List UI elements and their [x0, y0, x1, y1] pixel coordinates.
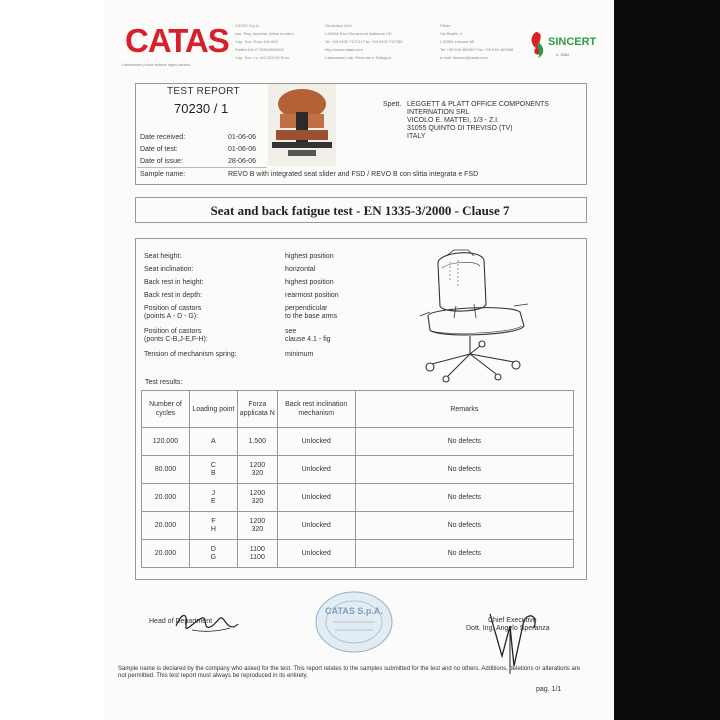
- date-of-issue-value: 28-06-06: [228, 158, 257, 165]
- date-divider: [137, 167, 267, 168]
- test-results-caption: Test results:: [145, 379, 183, 386]
- cell-mechanism: Unlocked: [277, 512, 355, 540]
- condition-label: Back rest in depth:: [144, 292, 202, 299]
- right-signature-title: Chief Executive: [488, 617, 537, 624]
- cell-remarks: No defects: [355, 484, 573, 512]
- cell-remarks: No defects: [355, 540, 573, 568]
- stamp-text: CATAS S.p.A.: [325, 606, 383, 616]
- cell-loading-point: C B: [189, 456, 237, 484]
- header-info-address: Via Antica 24/3 I-33048 San Giovanni al Natisone UD Tel +39 0432 747211 Fax +39 0432 747250 http://www.catas.com Laboratorio Lab. Ricerche e Sviluppo: [325, 23, 403, 60]
- header-mechanism: Back rest inclination mechanism: [277, 391, 355, 428]
- sample-name-label: Sample name:: [140, 171, 186, 178]
- date-of-issue-label: Date of issue:: [140, 158, 183, 165]
- condition-value: rearmost position: [285, 292, 339, 299]
- header-info-branch: Filiale Via Braille, 3 I-20061 Lissone MI Tel +39 039 465367 Fax +39 039 465388 e-mail: lissone@catas.com: [440, 23, 514, 60]
- cell-force: 1.500: [237, 428, 277, 456]
- cell-loading-point: A: [189, 428, 237, 456]
- cell-force: 1200 320: [237, 512, 277, 540]
- sample-name-value: REVO B with integrated seat slider and FSD / REVO B con slitta integrata e FSD: [228, 171, 479, 178]
- report-number: 70230 / 1: [174, 101, 229, 116]
- condition-label-line2: (points A - D - G):: [144, 313, 199, 320]
- addressee-line-5: ITALY: [407, 133, 426, 140]
- cell-cycles: 80.000: [142, 456, 190, 484]
- right-signature-name: Dott. Ing. Angelo Speranza: [466, 625, 550, 632]
- condition-label: Position of castors: [144, 328, 202, 335]
- cell-mechanism: Unlocked: [277, 456, 355, 484]
- date-received-value: 01-06-06: [228, 134, 257, 141]
- cell-loading-point: J E: [189, 484, 237, 512]
- table-row: [142, 428, 574, 456]
- cell-cycles: 20.000: [142, 484, 190, 512]
- condition-value: horizontal: [285, 266, 316, 273]
- header-force: Forza applicata N: [237, 391, 277, 428]
- background-right: [614, 0, 720, 720]
- condition-value: minimum: [285, 351, 314, 358]
- addressee-line-1: LEGGETT & PLATT OFFICE COMPONENTS: [407, 101, 549, 108]
- date-of-test-value: 01-06-06: [228, 146, 257, 153]
- logo-subtitle: Laboratorio prove settore legno-arredo: [122, 62, 191, 67]
- condition-value-line2: clause 4.1 - fig: [285, 336, 331, 343]
- cell-force: 1100 1100: [237, 540, 277, 568]
- table-row: [142, 484, 574, 512]
- page-title: Seat and back fatigue test - EN 1335-3/2000 - Clause 7: [210, 203, 510, 218]
- condition-label: Seat inclination:: [144, 266, 194, 273]
- cell-cycles: 120.000: [142, 428, 190, 456]
- header-info-company: CATAS S.p.A. Iscr. Reg. Imprese Udine numero Cap. Soc. Euro 400.000 Partita IVA IT 00510800303 Cap. Soc. i.v. 412.820,00 Euro: [235, 23, 294, 60]
- condition-value-line2: to the base arms: [285, 313, 338, 320]
- cell-force: 1200 320: [237, 484, 277, 512]
- addressee-line-4: 31055 QUINTO DI TREVISO (TV): [407, 125, 513, 132]
- chair-photo: [268, 84, 336, 166]
- header-remarks: Remarks: [355, 391, 573, 428]
- cell-remarks: No defects: [355, 456, 573, 484]
- cell-remarks: No defects: [355, 428, 573, 456]
- catas-logo: [125, 22, 229, 59]
- table-row: [142, 456, 574, 484]
- left-signature: [172, 606, 242, 636]
- table-row: [142, 512, 574, 540]
- cell-cycles: 20.000: [142, 512, 190, 540]
- date-received-label: Date received:: [140, 134, 186, 141]
- table-row: [142, 540, 574, 568]
- report-label: TEST REPORT: [167, 86, 240, 97]
- condition-label: Position of castors: [144, 305, 202, 312]
- cell-loading-point: D G: [189, 540, 237, 568]
- report-info-box: [135, 83, 587, 185]
- left-signature-title: Head of Department: [149, 618, 213, 625]
- cell-mechanism: Unlocked: [277, 540, 355, 568]
- background-left: [0, 0, 104, 720]
- chair-diagram: [410, 246, 540, 382]
- condition-value: highest position: [285, 253, 334, 260]
- sincert-text: SINCERT: [548, 36, 597, 48]
- cell-force: 1200 320: [237, 456, 277, 484]
- table-header-row: [142, 391, 574, 428]
- results-table: [141, 390, 574, 568]
- condition-label: Tension of mechanism spring:: [144, 351, 237, 358]
- addressee-line-3: VICOLO E. MATTEI, 1/3 - Z.I.: [407, 117, 500, 124]
- condition-value: perpendicular: [285, 305, 328, 312]
- addressee-label: Spett.: [383, 101, 402, 108]
- cell-loading-point: F H: [189, 512, 237, 540]
- condition-label: Back rest in height:: [144, 279, 204, 286]
- header-cycles: Number of cycles: [142, 391, 190, 428]
- addressee-line-2: INTERNATION SRL: [407, 109, 470, 116]
- date-of-test-label: Date of test:: [140, 146, 178, 153]
- cell-remarks: No defects: [355, 512, 573, 540]
- cell-cycles: 20.000: [142, 540, 190, 568]
- sincert-logo: [528, 28, 597, 60]
- sincert-note: n. 0062: [556, 52, 570, 57]
- page-number: pag. 1/1: [536, 686, 562, 693]
- condition-value: see: [285, 328, 297, 335]
- cell-mechanism: Unlocked: [277, 428, 355, 456]
- cell-mechanism: Unlocked: [277, 484, 355, 512]
- header-loading-point: Loading point: [189, 391, 237, 428]
- company-stamp: [313, 590, 395, 654]
- condition-label: Seat height:: [144, 253, 182, 260]
- condition-label-line2: (ponts C-B,J-E,F-H):: [144, 336, 208, 343]
- condition-value: highest position: [285, 279, 334, 286]
- footer-disclaimer: Sample name is declared by the company who asked for the test. This report relates to the samples submitted for the test and no others. Additions, deletions or alterations are not permitted. This test report must always be reproduced in its entirety.: [118, 666, 581, 679]
- logo-text: CATAS: [125, 22, 229, 59]
